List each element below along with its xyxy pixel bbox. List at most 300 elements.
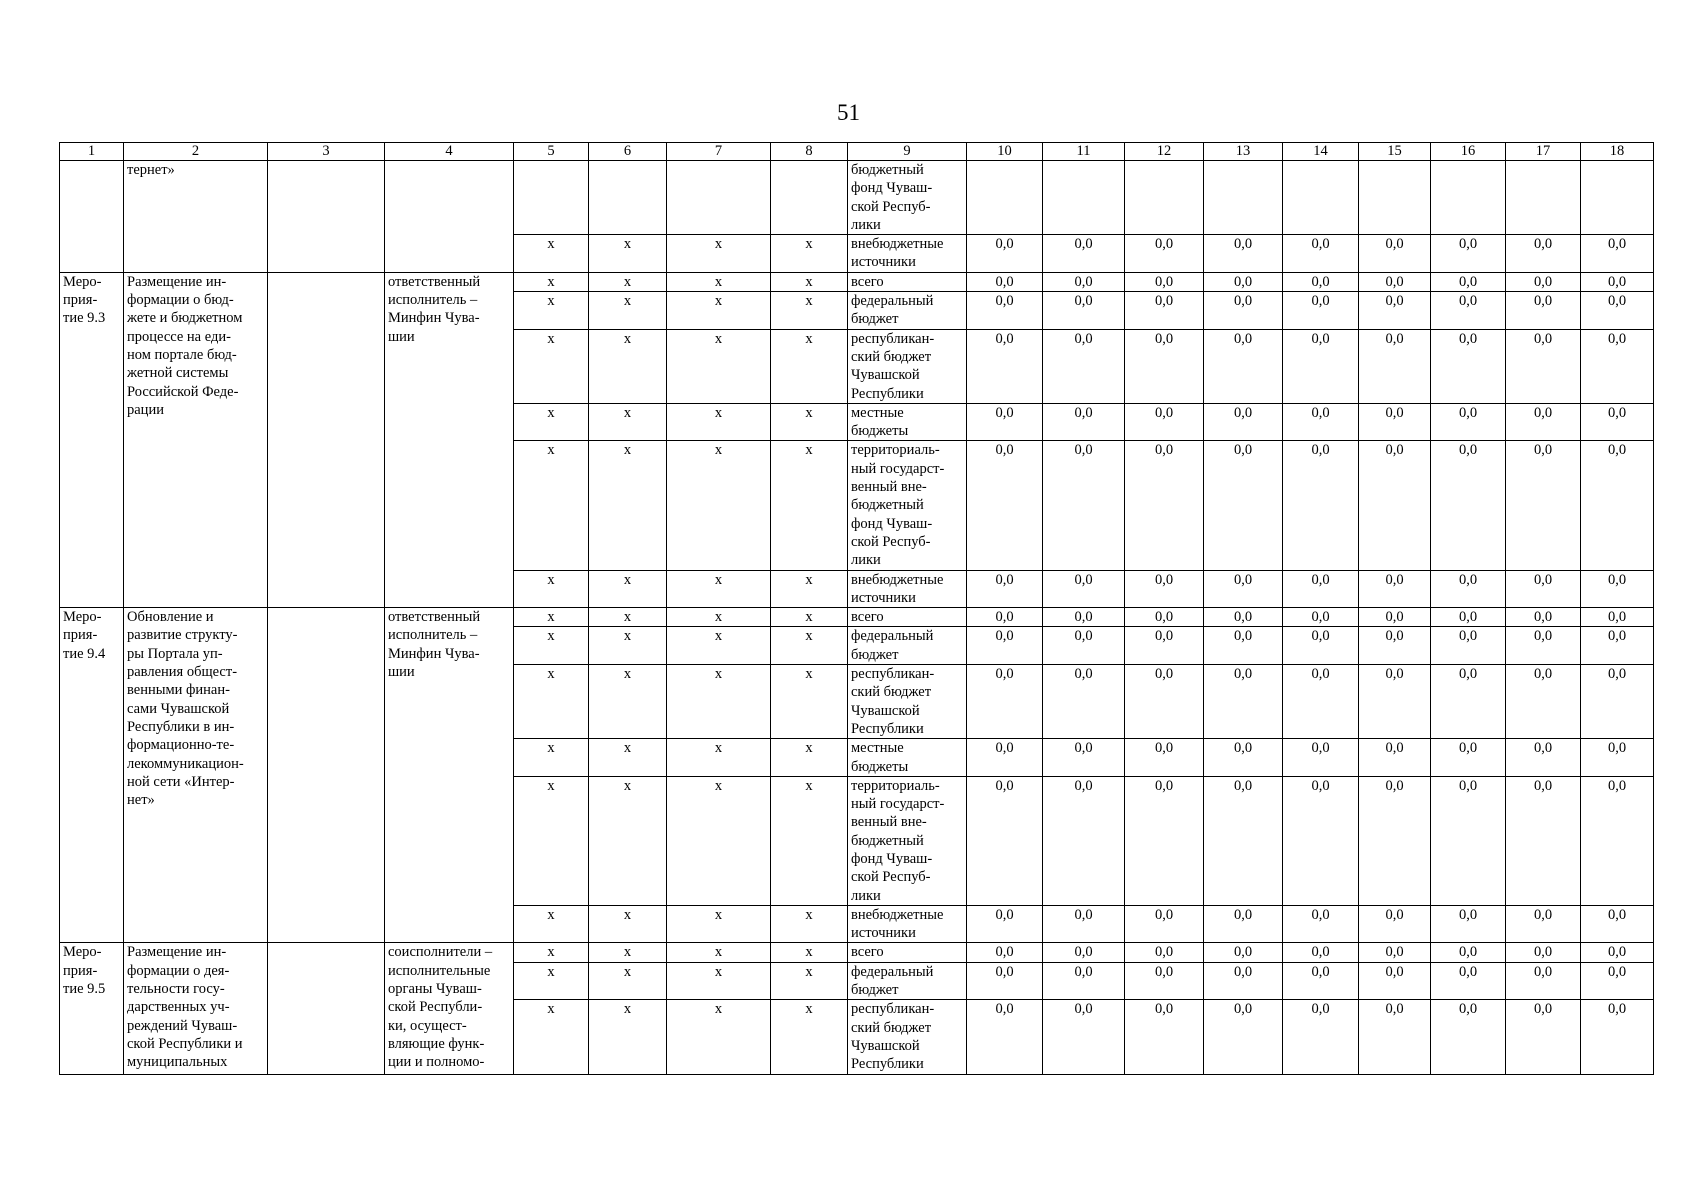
value-cell: 0,0 [1125,665,1204,739]
source-republic [848,1000,967,1074]
value-cell: 0,0 [1506,962,1581,1000]
value-cell: 0,0 [1359,665,1431,739]
column-number-11: 11 [1043,143,1125,161]
x-mark: x [667,943,771,962]
value-cell: 0,0 [1043,1000,1125,1074]
value-cell [967,161,1043,235]
event-code-cell-text: Меро- прия- тие 9.3 [63,273,106,327]
x-mark [589,161,667,235]
source-extrabudget-text: внебюджетные источники [851,906,944,942]
x-mark: x [667,329,771,403]
column-number-9: 9 [848,143,967,161]
source-extrabudget [848,905,967,943]
source-local [848,739,967,777]
source-local-text: местные бюджеты [851,404,909,440]
event-name-cell-text: Размещение ин- формации о бюд- жете и бюджетном процессе на еди- ном портале бюд- жетной системы Российской Феде- рации [127,273,243,418]
source-federal [848,962,967,1000]
column-number-7: 7 [667,143,771,161]
value-cell: 0,0 [1359,441,1431,570]
value-cell: 0,0 [1204,1000,1283,1074]
x-mark: x [514,962,589,1000]
x-mark: x [514,403,589,441]
source-total [848,943,967,962]
event-name-cell [124,608,268,943]
source-total-text: всего [851,944,884,961]
value-cell [1283,161,1359,235]
value-cell: 0,0 [1359,403,1431,441]
value-cell: 0,0 [1581,272,1654,291]
column-number-4: 4 [385,143,514,161]
column-number-13: 13 [1204,143,1283,161]
value-cell: 0,0 [1204,608,1283,627]
x-mark: x [589,608,667,627]
event-name-cell [124,272,268,607]
value-cell: 0,0 [1043,962,1125,1000]
value-cell: 0,0 [1431,905,1506,943]
continuation-row [60,161,1654,235]
value-cell [1431,161,1506,235]
source-extrabudget [848,570,967,608]
value-cell: 0,0 [1431,943,1506,962]
source-federal [848,627,967,665]
event-name-cell [124,161,268,273]
x-mark: x [667,739,771,777]
value-cell: 0,0 [1283,441,1359,570]
source-federal-text: федеральный бюджет [851,293,934,328]
value-cell: 0,0 [1431,329,1506,403]
x-mark: x [589,905,667,943]
x-mark: x [771,235,848,273]
x-mark: x [667,1000,771,1074]
source-republic-text: республикан- ский бюджет Чувашской Республики [851,1001,935,1073]
value-cell: 0,0 [1431,962,1506,1000]
value-cell: 0,0 [967,627,1043,665]
source-territorial-fund-text: бюджетный фонд Чуваш- ской Респуб- лики [851,162,933,233]
x-mark: x [514,570,589,608]
value-cell: 0,0 [1125,776,1204,905]
value-cell: 0,0 [1204,292,1283,330]
x-mark: x [771,441,848,570]
value-cell [1043,161,1125,235]
value-cell: 0,0 [1431,739,1506,777]
value-cell: 0,0 [967,962,1043,1000]
x-mark: x [667,962,771,1000]
event-code-cell-text: Меро- прия- тие 9.5 [63,944,106,998]
value-cell: 0,0 [1359,962,1431,1000]
x-mark: x [667,272,771,291]
value-cell: 0,0 [1043,329,1125,403]
x-mark: x [667,570,771,608]
source-federal-text: федеральный бюджет [851,963,934,999]
x-mark: x [771,570,848,608]
value-cell: 0,0 [1125,1000,1204,1074]
executor-cell [385,943,514,1074]
value-cell: 0,0 [1506,665,1581,739]
value-cell: 0,0 [1506,403,1581,441]
value-cell: 0,0 [967,905,1043,943]
value-cell: 0,0 [1431,1000,1506,1074]
value-cell: 0,0 [967,943,1043,962]
value-cell: 0,0 [967,608,1043,627]
value-cell: 0,0 [1283,292,1359,330]
value-cell: 0,0 [967,235,1043,273]
column-number-row [60,143,1654,161]
value-cell: 0,0 [1125,739,1204,777]
executor-cell-text: ответственный исполнитель – Минфин Чува- шии [388,609,481,681]
value-cell: 0,0 [1506,329,1581,403]
value-cell: 0,0 [1359,292,1431,330]
source-extrabudget-text: внебюджетные источники [851,236,944,271]
value-cell: 0,0 [1431,292,1506,330]
x-mark: x [514,943,589,962]
value-cell: 0,0 [1581,329,1654,403]
value-cell: 0,0 [1283,739,1359,777]
x-mark: x [589,665,667,739]
value-cell: 0,0 [1581,665,1654,739]
value-cell: 0,0 [1125,272,1204,291]
x-mark: x [589,272,667,291]
value-cell [1581,161,1654,235]
executor-cell-text: соисполнители – исполнительные органы Чуваш- ской Республи- ки, осущест- вляющие функ- ции и полномо- [388,944,493,1071]
x-mark: x [514,608,589,627]
value-cell: 0,0 [1581,739,1654,777]
x-mark: x [771,943,848,962]
x-mark: x [667,292,771,330]
column-number-2: 2 [124,143,268,161]
value-cell: 0,0 [1204,943,1283,962]
x-mark: x [589,739,667,777]
value-cell: 0,0 [967,272,1043,291]
x-mark: x [589,403,667,441]
value-cell: 0,0 [1043,776,1125,905]
x-mark: x [771,962,848,1000]
value-cell: 0,0 [1431,608,1506,627]
value-cell: 0,0 [1125,292,1204,330]
source-republic [848,665,967,739]
source-republic [848,329,967,403]
value-cell: 0,0 [1204,665,1283,739]
value-cell: 0,0 [1204,235,1283,273]
value-cell: 0,0 [1506,1000,1581,1074]
value-cell: 0,0 [1043,403,1125,441]
x-mark: x [514,441,589,570]
x-mark: x [514,905,589,943]
value-cell: 0,0 [1581,776,1654,905]
event-name-cell-text: тернет» [127,162,175,178]
column-number-10: 10 [967,143,1043,161]
column-3-cell [268,272,385,607]
executor-cell [385,608,514,943]
x-mark: x [514,329,589,403]
value-cell: 0,0 [1283,403,1359,441]
column-number-14: 14 [1283,143,1359,161]
value-cell: 0,0 [1125,329,1204,403]
column-3-cell [268,608,385,943]
event-row [60,272,1654,291]
x-mark: x [771,739,848,777]
value-cell: 0,0 [1431,627,1506,665]
column-number-15: 15 [1359,143,1431,161]
column-number-18: 18 [1581,143,1654,161]
value-cell: 0,0 [1581,608,1654,627]
value-cell: 0,0 [1283,1000,1359,1074]
value-cell [1359,161,1431,235]
x-mark: x [771,292,848,330]
x-mark: x [771,665,848,739]
event-code-cell [60,943,124,1074]
source-territorial-fund-text: территориаль- ный государст- венный вне- бюджетный фонд Чуваш- ской Респуб- лики [851,777,945,904]
event-code-cell-text: Меро- прия- тие 9.4 [63,609,106,662]
value-cell: 0,0 [1204,627,1283,665]
value-cell: 0,0 [1283,329,1359,403]
x-mark [771,161,848,235]
value-cell: 0,0 [1359,739,1431,777]
x-mark: x [514,665,589,739]
value-cell: 0,0 [1125,441,1204,570]
event-row [60,943,1654,962]
value-cell: 0,0 [1283,943,1359,962]
x-mark: x [667,905,771,943]
x-mark: x [589,235,667,273]
source-federal-text: федеральный бюджет [851,628,934,663]
column-3-cell [268,161,385,273]
value-cell: 0,0 [1581,292,1654,330]
source-total-text: всего [851,609,884,626]
x-mark: x [589,329,667,403]
value-cell: 0,0 [967,739,1043,777]
column-number-5: 5 [514,143,589,161]
value-cell: 0,0 [1359,1000,1431,1074]
source-total [848,608,967,627]
x-mark: x [589,1000,667,1074]
event-name-cell-text: Размещение ин- формации о дея- тельности госу- дарственных уч- реждений Чуваш- ской Республики и муниципальных [127,944,243,1071]
x-mark: x [514,1000,589,1074]
value-cell: 0,0 [1043,292,1125,330]
x-mark: x [771,272,848,291]
event-name-cell [124,943,268,1074]
value-cell: 0,0 [1359,776,1431,905]
value-cell: 0,0 [1431,570,1506,608]
value-cell: 0,0 [1043,235,1125,273]
x-mark: x [771,905,848,943]
value-cell: 0,0 [1431,235,1506,273]
value-cell: 0,0 [1204,776,1283,905]
value-cell: 0,0 [967,292,1043,330]
event-name-cell-text: Обновление и развитие структу- ры Портала уп- равления общест- венными финан- сами Чувашской Республики в ин- формационно-те- лекоммуникацион- ной сети «Интер- нет» [127,609,244,809]
value-cell: 0,0 [1431,776,1506,905]
value-cell: 0,0 [1043,627,1125,665]
value-cell: 0,0 [1125,570,1204,608]
value-cell: 0,0 [967,665,1043,739]
x-mark: x [514,627,589,665]
value-cell: 0,0 [967,403,1043,441]
source-territorial-fund [848,441,967,570]
source-local-text: местные бюджеты [851,740,909,775]
value-cell: 0,0 [1506,272,1581,291]
value-cell: 0,0 [1581,627,1654,665]
page-number: 51 [837,100,860,125]
column-number-12: 12 [1125,143,1204,161]
column-number-16: 16 [1431,143,1506,161]
x-mark: x [667,776,771,905]
executor-cell [385,272,514,607]
value-cell: 0,0 [1506,905,1581,943]
value-cell: 0,0 [1359,272,1431,291]
value-cell: 0,0 [1581,962,1654,1000]
source-total-text: всего [851,273,884,290]
value-cell: 0,0 [1506,943,1581,962]
value-cell: 0,0 [1506,776,1581,905]
x-mark: x [667,403,771,441]
value-cell: 0,0 [1359,905,1431,943]
value-cell [1204,161,1283,235]
value-cell: 0,0 [1283,665,1359,739]
source-extrabudget [848,235,967,273]
x-mark: x [771,608,848,627]
source-federal [848,292,967,330]
value-cell: 0,0 [1431,665,1506,739]
source-territorial-fund [848,776,967,905]
value-cell: 0,0 [1043,272,1125,291]
source-total [848,272,967,291]
x-mark: x [667,608,771,627]
x-mark: x [514,235,589,273]
value-cell: 0,0 [1506,292,1581,330]
value-cell: 0,0 [1283,776,1359,905]
value-cell: 0,0 [1043,570,1125,608]
value-cell: 0,0 [1283,627,1359,665]
value-cell: 0,0 [1043,665,1125,739]
value-cell: 0,0 [1204,739,1283,777]
x-mark: x [771,1000,848,1074]
value-cell: 0,0 [1506,627,1581,665]
value-cell: 0,0 [1581,403,1654,441]
source-republic-text: республикан- ский бюджет Чувашской Республики [851,666,935,737]
value-cell: 0,0 [1359,608,1431,627]
event-code-cell [60,161,124,273]
value-cell: 0,0 [1581,1000,1654,1074]
value-cell: 0,0 [1204,403,1283,441]
column-number-8: 8 [771,143,848,161]
value-cell: 0,0 [1359,943,1431,962]
source-territorial-fund [848,161,967,235]
x-mark [667,161,771,235]
column-3-cell [268,943,385,1074]
value-cell: 0,0 [1125,235,1204,273]
value-cell: 0,0 [967,329,1043,403]
value-cell: 0,0 [1506,570,1581,608]
value-cell: 0,0 [1359,570,1431,608]
event-code-cell [60,272,124,607]
x-mark: x [514,739,589,777]
executor-cell-text: ответственный исполнитель – Минфин Чува- шии [388,273,481,345]
value-cell: 0,0 [1581,943,1654,962]
x-mark: x [771,776,848,905]
value-cell: 0,0 [1043,608,1125,627]
value-cell: 0,0 [1431,272,1506,291]
value-cell: 0,0 [1204,570,1283,608]
value-cell: 0,0 [1359,235,1431,273]
value-cell: 0,0 [1043,739,1125,777]
x-mark: x [514,272,589,291]
column-number-1: 1 [60,143,124,161]
value-cell: 0,0 [1204,329,1283,403]
value-cell: 0,0 [1359,627,1431,665]
value-cell: 0,0 [967,570,1043,608]
source-local [848,403,967,441]
value-cell: 0,0 [1283,962,1359,1000]
value-cell: 0,0 [1431,403,1506,441]
value-cell: 0,0 [1506,608,1581,627]
value-cell: 0,0 [1043,441,1125,570]
value-cell: 0,0 [1125,608,1204,627]
x-mark: x [771,329,848,403]
x-mark: x [667,235,771,273]
x-mark: x [589,962,667,1000]
value-cell: 0,0 [1283,272,1359,291]
x-mark: x [667,441,771,570]
value-cell: 0,0 [1204,441,1283,570]
event-row [60,608,1654,627]
source-extrabudget-text: внебюджетные источники [851,571,944,606]
value-cell: 0,0 [967,776,1043,905]
value-cell: 0,0 [1125,905,1204,943]
x-mark [514,161,589,235]
value-cell: 0,0 [967,441,1043,570]
value-cell: 0,0 [1506,441,1581,570]
value-cell: 0,0 [1506,739,1581,777]
value-cell: 0,0 [1204,272,1283,291]
value-cell: 0,0 [967,1000,1043,1074]
value-cell: 0,0 [1581,235,1654,273]
column-number-17: 17 [1506,143,1581,161]
x-mark: x [589,292,667,330]
x-mark: x [589,776,667,905]
value-cell: 0,0 [1581,570,1654,608]
x-mark: x [667,627,771,665]
value-cell: 0,0 [1043,905,1125,943]
value-cell [1506,161,1581,235]
x-mark: x [514,292,589,330]
value-cell: 0,0 [1359,329,1431,403]
source-territorial-fund-text: территориаль- ный государст- венный вне- бюджетный фонд Чуваш- ской Респуб- лики [851,442,945,569]
value-cell: 0,0 [1581,905,1654,943]
value-cell: 0,0 [1125,403,1204,441]
value-cell: 0,0 [1125,962,1204,1000]
budget-table [59,142,1654,1075]
x-mark: x [771,627,848,665]
value-cell: 0,0 [1125,943,1204,962]
value-cell: 0,0 [1043,943,1125,962]
x-mark: x [667,665,771,739]
source-republic-text: республикан- ский бюджет Чувашской Республики [851,330,935,402]
value-cell: 0,0 [1581,441,1654,570]
x-mark: x [514,776,589,905]
x-mark: x [589,441,667,570]
executor-cell [385,161,514,273]
value-cell: 0,0 [1431,441,1506,570]
value-cell [1125,161,1204,235]
x-mark: x [771,403,848,441]
event-code-cell [60,608,124,943]
x-mark: x [589,943,667,962]
value-cell: 0,0 [1125,627,1204,665]
column-number-3: 3 [268,143,385,161]
column-number-6: 6 [589,143,667,161]
value-cell: 0,0 [1204,905,1283,943]
value-cell: 0,0 [1283,608,1359,627]
value-cell: 0,0 [1283,570,1359,608]
